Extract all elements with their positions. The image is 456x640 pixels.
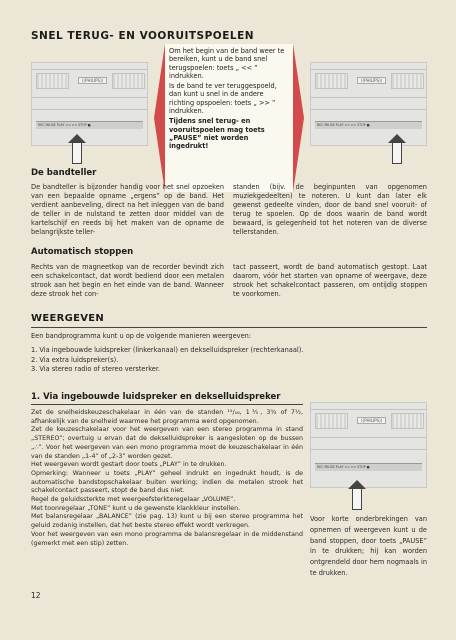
- section-title: SNEL TERUG- EN VOORUITSPOELEN: [31, 30, 255, 42]
- weergeven-list: [31, 346, 427, 375]
- page-number: 12: [31, 591, 41, 600]
- automatisch-text-right: tact passeert, wordt de band automatisch gestopt. Laat daarom, vóór het starten van opname of weergave, deze strook het schakelcontact passeren, om ontijdig stoppen te voorkomen.: [233, 263, 427, 299]
- recorder-illustration-left: [31, 62, 148, 146]
- paragraph: Zet de keuzeschakelaar voor het weergeven van een stereo programma in stand „STEREO”; overtuig u ervan dat de dekselluidspreker is aangesloten op de bussen „∴”. Voor het weergeven van een mono programma moet de keuzeschakelaar in één van de standen „1-4” of „2-3” worden gezet.: [31, 426, 303, 460]
- bandteller-heading: De bandteller: [31, 168, 97, 178]
- brand-label: ((PHILIPS)): [78, 77, 107, 84]
- paragraph: Met toonregelaar „TONE” kunt u de gewenste klankkleur instellen.: [31, 504, 241, 512]
- recorder-illustration-right: [310, 62, 427, 146]
- paragraph: Het weergeven wordt gestart door toets „PLAY” in te drukken.: [31, 461, 227, 469]
- divider: [31, 327, 427, 328]
- bandteller-text-left: De bandteller is bijzonder handig voor het snel opzoeken van een bepaalde opname „ergens” op de band. Het verdient aanbeveling, direct na het inleggen van de band de teller in de nulstand te zetten door middel van de kartelschijf en reeds bij het maken van de opname de belangrijkste teller-: [31, 183, 224, 237]
- callout-warning: Tijdens snel terug- en vooruitspoelen mag toets „PAUSE” niet worden ingedrukt!: [169, 117, 265, 151]
- paragraph: Met balansregelaar „BALANCE” (zie pag. 13) kunt u bij een stereo programma het geluid zodanig instellen, dat het beste stereo effekt wordt verkregen.: [31, 513, 303, 530]
- recorder-illustration-bottom: [310, 402, 427, 488]
- list-item: 3. Via stereo radio of stereo versterker.: [31, 365, 161, 374]
- callout-box: [165, 44, 293, 192]
- automatisch-heading: Automatisch stoppen: [31, 247, 134, 257]
- bandteller-text-right: standen (bijv. de beginpunten van opgenomen muziekgedeelten) te noteren. U kunt dan later elk gewenst gedeelte vinden, door de band snel vooruit- of terug te spoelen. Op de doos waarin de band wordt bewaard, is gelegenheid tot het noteren van de diverse tellerstanden.: [233, 183, 427, 237]
- arrow-left-icon: [154, 44, 165, 192]
- callout-rewind-text: Om het begin van de band weer te bereiken, kunt u de band snel terugspoelen: toets „ << ” indrukken.: [169, 47, 285, 80]
- paragraph: Regel de geluidssterkte met weergeefsterkteregelaar „VOLUME”.: [31, 496, 236, 504]
- list-item: 2. Via extra luidspreker(s).: [31, 355, 119, 364]
- rewind-callout: [154, 44, 304, 192]
- paragraph: Zet de snelheidskeuzeschakelaar in één van de standen ¹⁵/₁₆, 1⅗, 3¾ of 7½, afhankelijk van de snelheid waarmee het programma werd opgenomen.: [31, 409, 303, 425]
- rewind-key-pointer: [72, 142, 82, 164]
- brand-label: ((PHILIPS)): [357, 417, 386, 424]
- forward-key-pointer: [392, 142, 402, 164]
- paragraph: Voor het weergeven van een mono programma de balansregelaar in de middenstand (gemerkt met een stip) zetten.: [31, 530, 303, 547]
- weergeven-intro: Een bandprogramma kunt u op de volgende manieren weergeven:: [31, 332, 252, 340]
- key-labels: REC PAUSE PLAY << >> STOP ■: [317, 123, 370, 127]
- key-labels: REC PAUSE PLAY << >> STOP ■: [38, 123, 91, 127]
- pause-key-pointer: [352, 488, 362, 510]
- automatisch-text-left: Rechts van de magneetkop van de recorder bevindt zich een schakelcontact, dat wordt bediend door een metalen strook aan het begin en het einde van de band. Wanneer deze strook het con-: [31, 263, 224, 299]
- weergeven-heading: WEERGEVEN: [31, 313, 105, 324]
- divider: [31, 404, 303, 405]
- key-labels: REC PAUSE PLAY << >> STOP ■: [317, 465, 370, 469]
- callout-forward-text: Is de band te ver teruggespoeld, dan kunt u snel in de andere richting opspoelen: toets „ >> ” indrukken.: [169, 82, 277, 116]
- arrow-right-icon: [293, 44, 304, 192]
- list-item: 1. Via ingebouwde luidspreker (linkerkanaal) en dekselluidspreker (rechterkanaal).: [31, 346, 304, 354]
- pause-side-note: Voor korte onderbrekingen van opnemen of weergeven kunt u de band stoppen, door toets „PAUSE” in te drukken; hij kan worden ontgrendeld door hem nogmaals in te drukken.: [310, 515, 427, 577]
- brand-label: ((PHILIPS)): [357, 77, 386, 84]
- sub1-heading: 1. Via ingebouwde luidspreker en dekselluidspreker: [31, 392, 281, 402]
- paragraph: Opmerking: Wanneer u toets „PLAY” geheel indrukt en ingedrukt houdt, is de automatische bandstopschakelaar buiten werking; indien de metalen strook het schakelcontact passeert, stopt de band dus niet.: [31, 469, 303, 495]
- sub1-body: [31, 409, 303, 548]
